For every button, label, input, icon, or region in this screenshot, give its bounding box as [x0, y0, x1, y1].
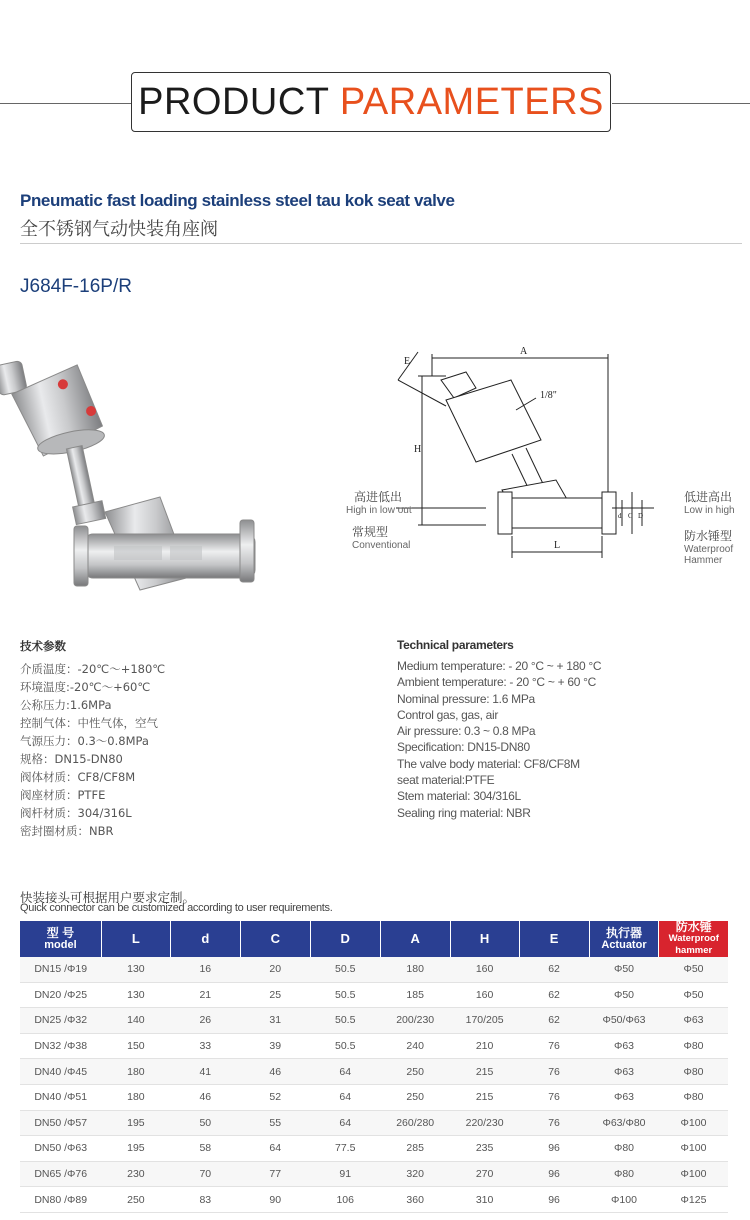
- table-cell: 76: [519, 1059, 589, 1085]
- customization-note-cn: 快装接头可根据用户要求定制。: [20, 890, 196, 905]
- table-cell: Φ80: [659, 1033, 728, 1059]
- table-cell: 83: [170, 1187, 240, 1213]
- table-cell: 240: [380, 1033, 450, 1059]
- table-cell: DN50 /Φ57: [20, 1110, 101, 1136]
- table-cell: DN50 /Φ63: [20, 1136, 101, 1162]
- table-cell: 39: [240, 1033, 310, 1059]
- table-cell: Φ100: [659, 1136, 728, 1162]
- table-cell: Φ80: [589, 1161, 659, 1187]
- dim-A-label: A: [520, 346, 528, 357]
- params-en-row: Air pressure: 0.3 ~ 0.8 MPa: [397, 724, 536, 739]
- params-en-row: Medium temperature: - 20 °C ~ + 180 °C: [397, 659, 602, 673]
- table-cell: 170/205: [450, 1008, 519, 1034]
- table-cell: 160: [450, 982, 519, 1008]
- header-rule-right: [612, 103, 750, 104]
- diagram-label-conventional: 常规型 Conventional: [352, 525, 411, 551]
- params-en-row: The valve body material: CF8/CF8M: [397, 756, 580, 771]
- dim-angle-label: 1/8": [540, 390, 557, 401]
- diagram-label-waterproof: 防水锤型 Waterproof Hammer: [684, 529, 734, 566]
- table-cell: Φ63: [589, 1059, 659, 1085]
- table-cell: Φ63/Φ80: [589, 1110, 659, 1136]
- table-cell: 220/230: [450, 1110, 519, 1136]
- table-row: [20, 1008, 728, 1034]
- table-cell: Φ63: [589, 1033, 659, 1059]
- table-cell: 64: [310, 1110, 380, 1136]
- table-cell: 31: [240, 1008, 310, 1034]
- table-cell: 310: [450, 1187, 519, 1213]
- table-cell: 250: [380, 1084, 450, 1110]
- table-cell: 46: [240, 1059, 310, 1085]
- table-cell: 215: [450, 1059, 519, 1085]
- table-cell: Φ63: [659, 1008, 728, 1034]
- col-header-A: A: [380, 921, 450, 957]
- table-cell: Φ100: [659, 1110, 728, 1136]
- table-cell: 270: [450, 1161, 519, 1187]
- dim-d-label: d: [618, 512, 622, 520]
- dim-C-label: C: [628, 512, 633, 520]
- table-row: [20, 1136, 728, 1162]
- table-cell: 250: [101, 1187, 170, 1213]
- col-header-E: E: [519, 921, 589, 957]
- table-cell: 320: [380, 1161, 450, 1187]
- table-cell: 195: [101, 1110, 170, 1136]
- table-cell: 160: [450, 957, 519, 982]
- table-cell: 76: [519, 1084, 589, 1110]
- table-cell: 285: [380, 1136, 450, 1162]
- table-cell: 130: [101, 982, 170, 1008]
- params-cn-row: 阀座材质：PTFE: [20, 788, 106, 802]
- table-row: [20, 982, 728, 1008]
- specification-table: [20, 921, 728, 1213]
- table-cell: Φ50: [659, 957, 728, 982]
- header-rule-left: [0, 103, 132, 104]
- table-row: [20, 1084, 728, 1110]
- table-cell: 33: [170, 1033, 240, 1059]
- table-cell: Φ80: [659, 1059, 728, 1085]
- params-cn-row: 控制气体：中性气体，空气: [20, 716, 158, 730]
- table-cell: Φ100: [589, 1187, 659, 1213]
- table-cell: 180: [101, 1084, 170, 1110]
- table-row: [20, 1110, 728, 1136]
- table-cell: DN32 /Φ38: [20, 1033, 101, 1059]
- table-cell: Φ100: [659, 1161, 728, 1187]
- params-en-row: Sealing ring material: NBR: [397, 805, 531, 820]
- table-cell: DN20 /Φ25: [20, 982, 101, 1008]
- table-body: [20, 957, 728, 1212]
- table-header-row: [20, 921, 728, 957]
- table-cell: DN40 /Φ51: [20, 1084, 101, 1110]
- table-cell: 58: [170, 1136, 240, 1162]
- table-cell: 62: [519, 957, 589, 982]
- table-cell: DN80 /Φ89: [20, 1187, 101, 1213]
- dim-L-label: L: [554, 540, 561, 551]
- table-cell: 77.5: [310, 1136, 380, 1162]
- header-word-product: PRODUCT: [138, 81, 329, 123]
- table-cell: 16: [170, 957, 240, 982]
- table-cell: Φ50: [589, 982, 659, 1008]
- params-cn-row: 介质温度：-20℃～+180℃: [20, 662, 166, 676]
- params-en-row: Stem material: 304/316L: [397, 789, 521, 804]
- table-cell: 50.5: [310, 957, 380, 982]
- col-header-d: d: [170, 921, 240, 957]
- table-cell: Φ125: [659, 1187, 728, 1213]
- params-en-row: Nominal pressure: 1.6 MPa: [397, 691, 535, 706]
- table-cell: 260/280: [380, 1110, 450, 1136]
- section-header: [131, 72, 611, 132]
- table-cell: 130: [101, 957, 170, 982]
- params-cn-heading: 技术参数: [20, 639, 66, 653]
- params-cn-row: 公称压力:1.6MPa: [20, 698, 112, 712]
- params-en-row: Specification: DN15-DN80: [397, 740, 530, 755]
- col-header-H: H: [450, 921, 519, 957]
- table-cell: 180: [380, 957, 450, 982]
- params-en-row: seat material:PTFE: [397, 773, 495, 788]
- table-cell: 64: [310, 1084, 380, 1110]
- table-cell: 150: [101, 1033, 170, 1059]
- table-cell: 235: [450, 1136, 519, 1162]
- table-cell: 46: [170, 1084, 240, 1110]
- table-cell: 50.5: [310, 1033, 380, 1059]
- table-cell: 41: [170, 1059, 240, 1085]
- table-cell: 96: [519, 1136, 589, 1162]
- params-cn: [20, 638, 165, 840]
- table-cell: 215: [450, 1084, 519, 1110]
- customization-note-en: Quick connector can be customized according to user requirements.: [20, 902, 333, 914]
- table-cell: 140: [101, 1008, 170, 1034]
- table-row: [20, 957, 728, 982]
- table-cell: 360: [380, 1187, 450, 1213]
- table-cell: 106: [310, 1187, 380, 1213]
- table-row: [20, 1033, 728, 1059]
- table-cell: 91: [310, 1161, 380, 1187]
- dim-D-label: D: [638, 512, 644, 520]
- table-cell: 25: [240, 982, 310, 1008]
- dim-H-label: H: [414, 444, 422, 455]
- params-cn-row: 阀体材质：CF8/CF8M: [20, 770, 136, 784]
- table-cell: 96: [519, 1187, 589, 1213]
- table-cell: Φ50/Φ63: [589, 1008, 659, 1034]
- table-cell: 96: [519, 1161, 589, 1187]
- table-cell: 210: [450, 1033, 519, 1059]
- table-cell: 52: [240, 1084, 310, 1110]
- model-number: J684F-16P/R: [20, 276, 132, 297]
- params-cn-row: 阀杆材质：304/316L: [20, 806, 132, 820]
- table-cell: 21: [170, 982, 240, 1008]
- table-cell: DN65 /Φ76: [20, 1161, 101, 1187]
- table-cell: 195: [101, 1136, 170, 1162]
- table-cell: 76: [519, 1033, 589, 1059]
- table-cell: 77: [240, 1161, 310, 1187]
- title-divider: [20, 243, 742, 244]
- table-cell: 20: [240, 957, 310, 982]
- product-title-cn: 全不锈钢气动快装角座阀: [20, 219, 218, 240]
- table-cell: DN25 /Φ32: [20, 1008, 101, 1034]
- col-header-actuator: 执行器 Actuator: [589, 921, 659, 957]
- table-cell: 50.5: [310, 982, 380, 1008]
- table-cell: 250: [380, 1059, 450, 1085]
- table-cell: 200/230: [380, 1008, 450, 1034]
- params-en: [397, 638, 601, 821]
- table-cell: 70: [170, 1161, 240, 1187]
- col-header-D: D: [310, 921, 380, 957]
- table-cell: 230: [101, 1161, 170, 1187]
- table-cell: 64: [310, 1059, 380, 1085]
- table-cell: 180: [101, 1059, 170, 1085]
- table-cell: Φ80: [659, 1084, 728, 1110]
- table-cell: 62: [519, 1008, 589, 1034]
- table-cell: 50.5: [310, 1008, 380, 1034]
- params-cn-row: 气源压力：0.3～0.8MPa: [20, 734, 149, 748]
- table-cell: 26: [170, 1008, 240, 1034]
- product-title-en: Pneumatic fast loading stainless steel tau kok seat valve: [20, 191, 455, 210]
- col-header-L: L: [101, 921, 170, 957]
- table-cell: 55: [240, 1110, 310, 1136]
- table-row: [20, 1059, 728, 1085]
- table-row: [20, 1161, 728, 1187]
- table-cell: 76: [519, 1110, 589, 1136]
- table-cell: 90: [240, 1187, 310, 1213]
- table-cell: DN40 /Φ45: [20, 1059, 101, 1085]
- table-cell: Φ50: [589, 957, 659, 982]
- diagram-label-left: 高进低出 High in low out: [346, 490, 412, 516]
- table-cell: 64: [240, 1136, 310, 1162]
- params-cn-row: 密封圈材质：NBR: [20, 824, 114, 838]
- diagram-label-right: 低进高出 Low in high: [684, 490, 735, 516]
- params-en-heading: Technical parameters: [397, 638, 514, 652]
- params-en-row: Ambient temperature: - 20 °C ~ + 60 °C: [397, 675, 596, 690]
- params-en-row: Control gas, gas, air: [397, 707, 499, 722]
- dim-E-label: E: [404, 356, 411, 367]
- col-header-C: C: [240, 921, 310, 957]
- table-cell: 185: [380, 982, 450, 1008]
- table-cell: 62: [519, 982, 589, 1008]
- params-cn-row: 规格：DN15-DN80: [20, 752, 123, 766]
- table-cell: Φ63: [589, 1084, 659, 1110]
- col-header-model: 型 号 model: [20, 921, 101, 957]
- header-word-parameters: PARAMETERS: [339, 81, 604, 123]
- col-header-waterproof-hammer: 防水锤 Waterproof hammer: [659, 921, 728, 957]
- table-cell: Φ80: [589, 1136, 659, 1162]
- table-cell: DN15 /Φ19: [20, 957, 101, 982]
- table-cell: Φ50: [659, 982, 728, 1008]
- table-cell: 50: [170, 1110, 240, 1136]
- valve-photo: [0, 322, 300, 612]
- params-cn-row: 环境温度:-20℃～+60℃: [20, 680, 151, 694]
- table-row: [20, 1187, 728, 1213]
